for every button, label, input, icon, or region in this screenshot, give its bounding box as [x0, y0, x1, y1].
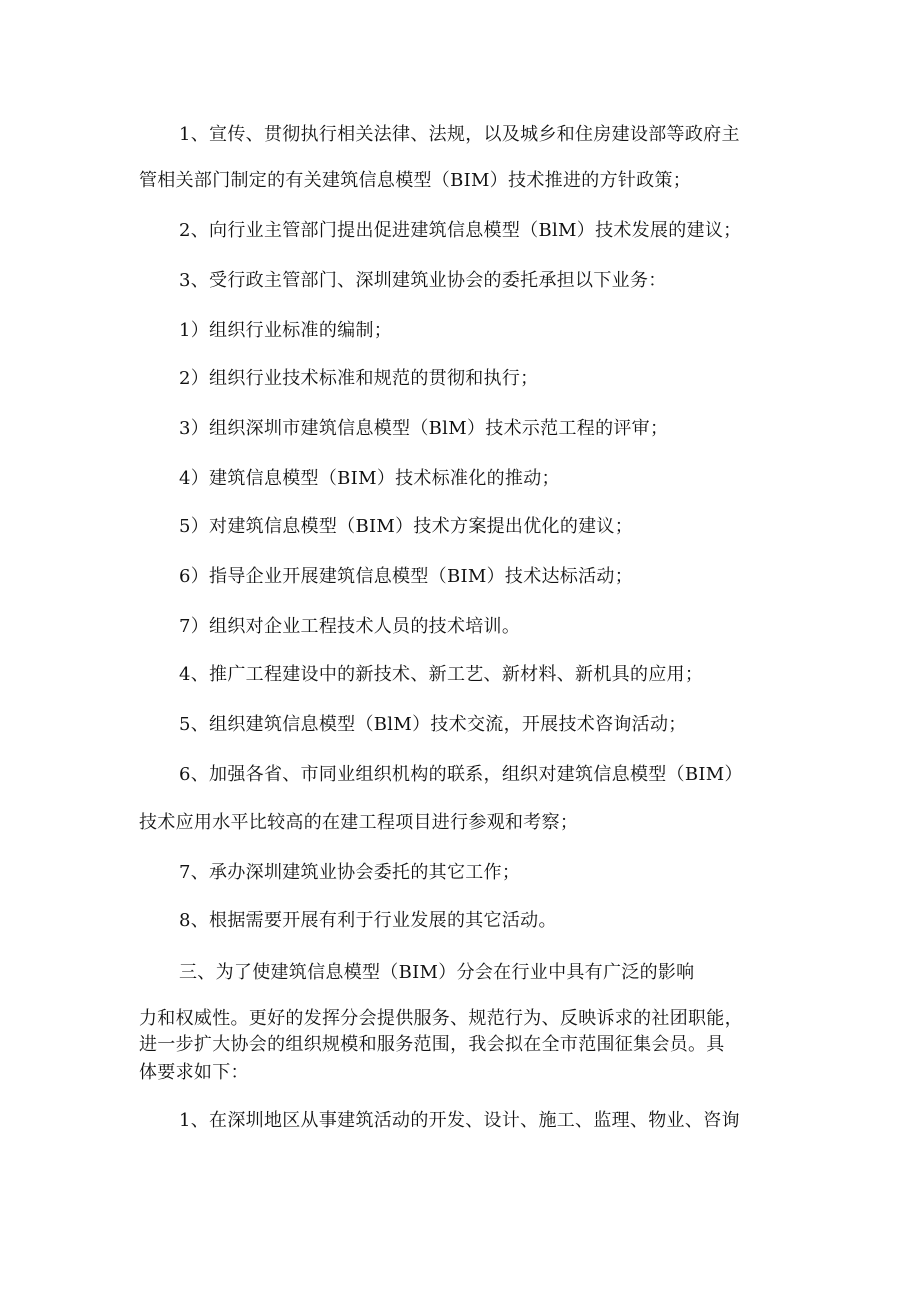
text-line: 1、在深圳地区从事建筑活动的开发、设计、施工、监理、物业、咨询 — [179, 1110, 740, 1131]
text-line: 7、承办深圳建筑业协会委托的其它工作； — [179, 862, 521, 883]
text-line: 4、推广工程建设中的新技术、新工艺、新材料、新机具的应用； — [179, 664, 704, 685]
text-line: 1）组织行业标准的编制； — [179, 320, 393, 341]
text-line: 3）组织深圳市建筑信息模型（BlM）技术示范工程的评审； — [179, 418, 669, 439]
text-line: 1、宣传、贯彻执行相关法律、法规，以及城乡和住房建设部等政府主 — [179, 124, 740, 145]
text-line: 3、受行政主管部门、深圳建筑业协会的委托承担以下业务： — [179, 270, 667, 291]
text-line: 5）对建筑信息模型（BIM）技术方案提出优化的建议； — [179, 516, 634, 537]
text-line: 2、向行业主管部门提出促进建筑信息模型（BlM）技术发展的建议； — [179, 220, 742, 241]
text-line: 4）建筑信息模型（BIM）技术标准化的推动； — [179, 468, 560, 489]
text-line: 力和权威性。更好的发挥分会提供服务、规范行为、反映诉求的社团职能， — [139, 1008, 743, 1029]
text-line: 6、加强各省、市同业组织机构的联系，组织对建筑信息模型（BIM） — [179, 764, 743, 785]
text-line: 8、根据需要开展有利于行业发展的其它活动。 — [179, 910, 557, 931]
text-line: 2）组织行业技术标准和规范的贯彻和执行； — [179, 368, 539, 389]
text-line: 7）组织对企业工程技术人员的技术培训。 — [179, 616, 521, 637]
text-line: 管相关部门制定的有关建筑信息模型（BIM）技术推进的方针政策； — [139, 170, 692, 191]
text-line: 技术应用水平比较高的在建工程项目进行参观和考察； — [139, 812, 579, 833]
text-line: 5、组织建筑信息模型（BlM）技术交流，开展技术咨询活动； — [179, 714, 687, 735]
text-line: 体要求如下： — [139, 1062, 249, 1083]
text-line: 三、为了使建筑信息模型（BIM）分会在行业中具有广泛的影响 — [179, 962, 695, 983]
text-line: 进一步扩大协会的组织规模和服务范围，我会拟在全市范围征集会员。具 — [139, 1034, 725, 1055]
text-line: 6）指导企业开展建筑信息模型（BIM）技术达标活动； — [179, 566, 634, 587]
